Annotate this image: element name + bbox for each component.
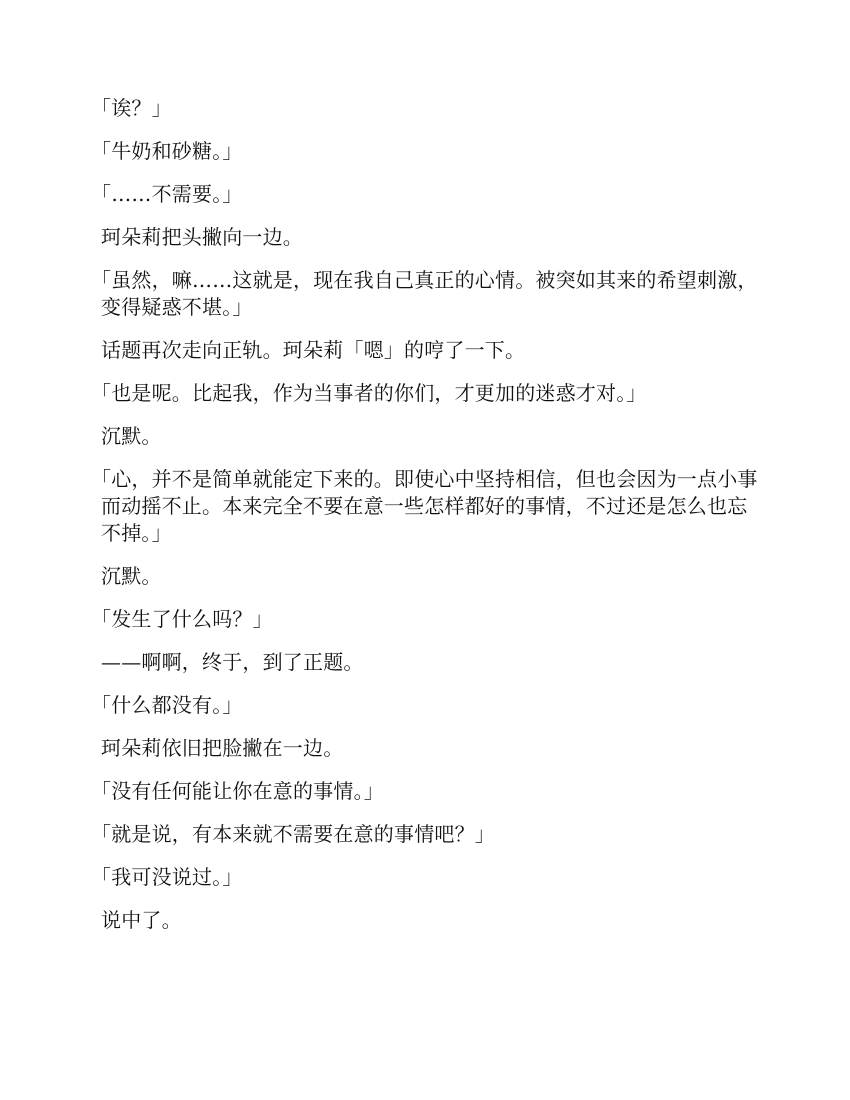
paragraph: 沉默。 xyxy=(101,564,162,588)
paragraph: 「心，并不是简单就能定下来的。即使心中坚持相信，但也会因为一点小事而动摇不止。本来完全不要在意一些怎样都好的事情，不过还是怎么也忘不掉。」 xyxy=(91,467,758,545)
paragraph: ——啊啊，终于，到了正题。 xyxy=(101,650,364,674)
document-page xyxy=(91,95,761,950)
paragraph: 珂朵莉依旧把脸撇在一边。 xyxy=(101,736,344,760)
paragraph: 「没有任何能让你在意的事情。」 xyxy=(91,779,384,803)
paragraph: 「也是呢。比起我，作为当事者的你们，才更加的迷惑才对。」 xyxy=(91,381,647,405)
paragraph: 说中了。 xyxy=(101,908,182,932)
paragraph: 沉默。 xyxy=(101,424,162,448)
paragraph: 「虽然，嘛……这就是，现在我自己真正的心情。被突如其来的希望刺激，变得疑惑不堪。」 xyxy=(91,268,758,319)
paragraph: 「牛奶和砂糖。」 xyxy=(91,139,243,163)
paragraph: 「什么都没有。」 xyxy=(91,693,243,717)
paragraph: 「发生了什么吗？」 xyxy=(91,607,273,631)
paragraph: 「就是说，有本来就不需要在意的事情吧？」 xyxy=(91,822,495,846)
paragraph: 珂朵莉把头撇向一边。 xyxy=(101,225,303,249)
paragraph: 「诶？」 xyxy=(91,96,172,120)
paragraph: 「我可没说过。」 xyxy=(91,865,243,889)
paragraph: 「……不需要。」 xyxy=(91,182,243,206)
paragraph: 话题再次走向正轨。珂朵莉「嗯」的哼了一下。 xyxy=(101,338,526,362)
